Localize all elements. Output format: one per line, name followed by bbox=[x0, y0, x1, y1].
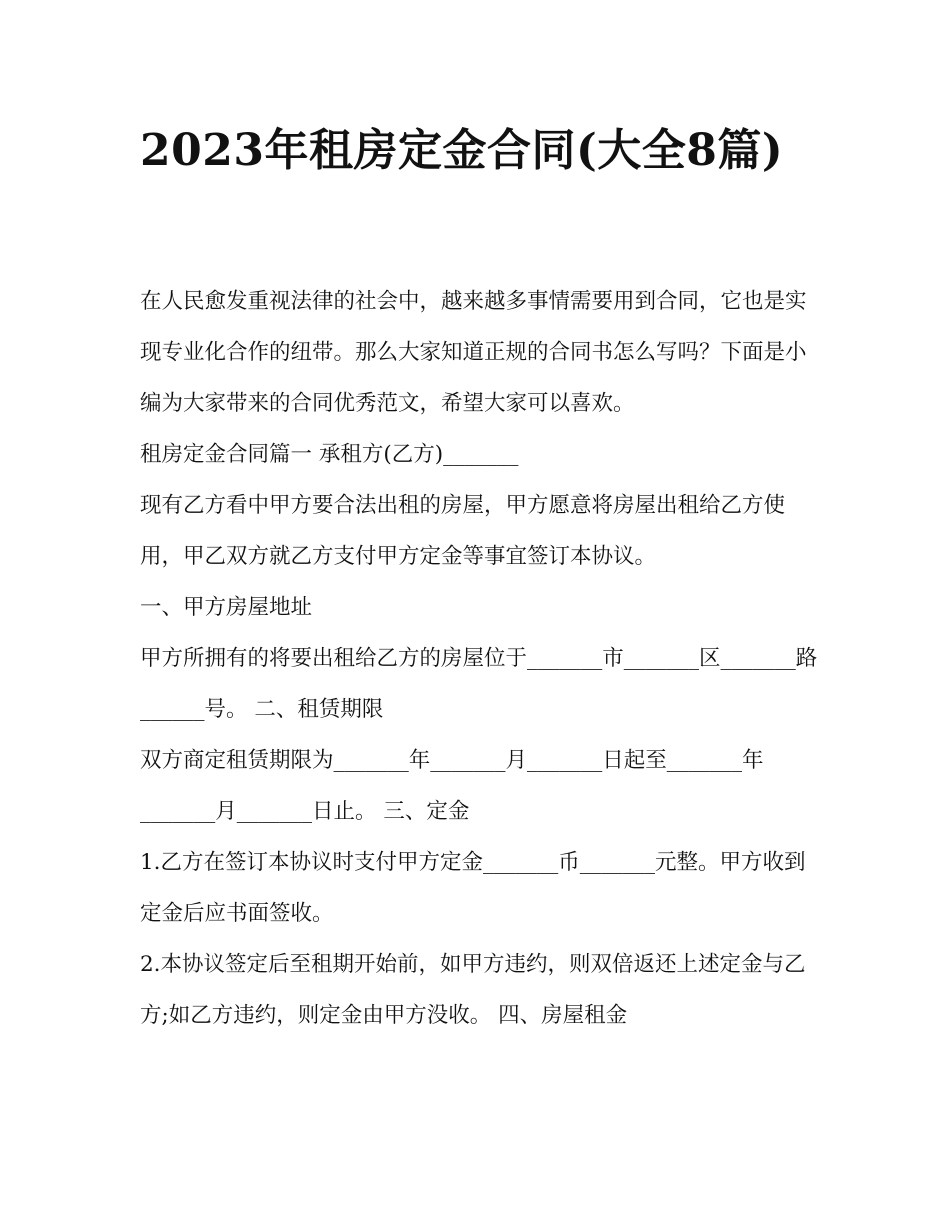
term-paragraph: 双方商定租赁期限为_______年_______月_______日起至_______年_______月_______日止。 三、定金 bbox=[140, 748, 764, 824]
document-body bbox=[140, 276, 820, 1041]
deposit-clause-2: 2.本协议签定后至租期开始前，如甲方违约，则双倍返还上述定金与乙方;如乙方违约，则定金由甲方没收。 四、房屋租金 bbox=[140, 952, 806, 1028]
document-title: 2023年租房定金合同(大全8篇) bbox=[140, 125, 784, 176]
preamble-paragraph: 现有乙方看中甲方要合法出租的房屋，甲方愿意将房屋出租给乙方使用，甲乙双方就乙方支付甲方定金等事宜签订本协议。 bbox=[140, 493, 786, 569]
deposit-clause-1: 1.乙方在签订本协议时支付甲方定金_______币_______元整。甲方收到定金后应书面签收。 bbox=[140, 850, 806, 926]
intro-paragraph: 在人民愈发重视法律的社会中，越来越多事情需要用到合同，它也是实现专业化合作的纽带。那么大家知道正规的合同书怎么写吗？下面是小编为大家带来的合同优秀范文，希望大家可以喜欢。 bbox=[140, 289, 807, 416]
section-heading-address: 一、甲方房屋地址 bbox=[140, 595, 313, 620]
address-paragraph: 甲方所拥有的将要出租给乙方的房屋位于_______市_______区_______路______号。 二、租赁期限 bbox=[140, 646, 818, 722]
contract-heading-lessee: 租房定金合同篇一 承租方(乙方)_______ bbox=[140, 442, 519, 467]
